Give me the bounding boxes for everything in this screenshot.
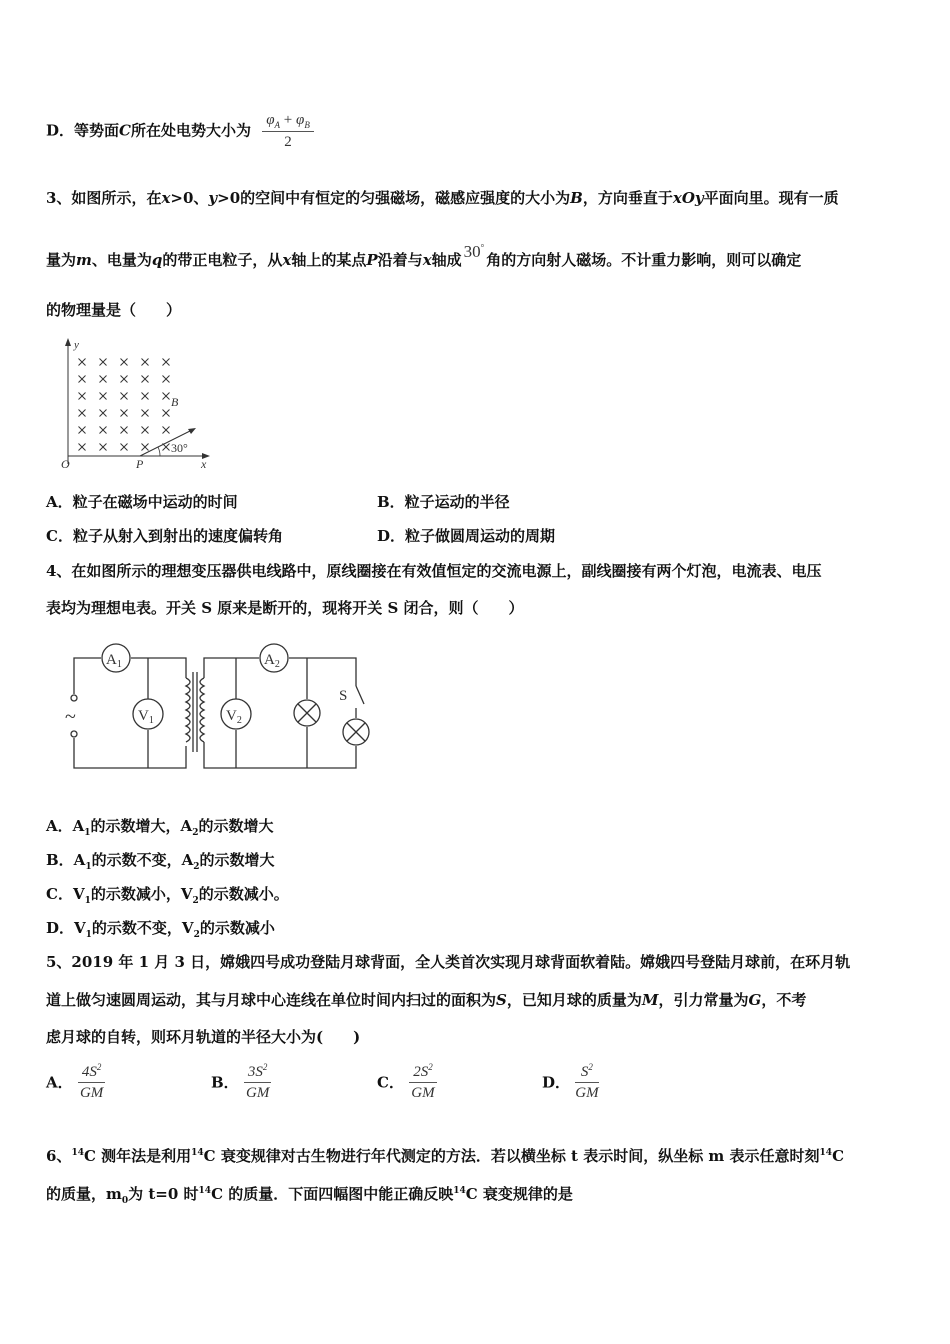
q4-option-c[interactable]: C．$V_1$的示数减小，$V_2$的示数减小。: [46, 885, 289, 906]
magnetic-field-figure: [56, 336, 226, 476]
field-cross: [142, 444, 149, 451]
q6-line1: 6、$^{14}$C 测年法是利用$^{14}$C 衰变规律对古生物进行年代测定的方法．若以横坐标 t 表示时间，纵坐标 m 表示任意时刻$^{14}$C: [46, 1147, 845, 1165]
field-cross: [100, 427, 107, 434]
q5-line3: 虑月球的自转，则环月轨道的半径大小为( ): [46, 1028, 361, 1046]
transformer-circuit-figure: [56, 642, 376, 777]
y-axis-label: y: [74, 339, 79, 351]
q4-line2: 表均为理想电表。开关 S 原来是断开的，现将开关 S 闭合，则（ ）: [46, 599, 524, 617]
point-p-label: P: [136, 457, 144, 471]
field-cross: [79, 359, 86, 366]
q4-line1: 4、在如图所示的理想变压器供电线路中，原线圈接在有效值恒定的交流电源上，副线圈接有两个灯泡，电流表、电压: [46, 562, 822, 580]
field-cross: [163, 427, 170, 434]
q5-option-b[interactable]: B． $\frac{3S^2}{GM}$: [211, 1062, 271, 1102]
field-cross: [163, 410, 170, 417]
field-cross: [100, 410, 107, 417]
ammeter-a2-label: $A_2$: [264, 652, 280, 670]
field-cross: [79, 427, 86, 434]
prev-option-d: [46, 112, 314, 151]
voltmeter-v2-label: $V_2$: [226, 708, 242, 726]
field-cross: [142, 410, 149, 417]
potential-fraction: $\frac{\varphi_A + \varphi_B}{2}$: [262, 112, 314, 151]
field-cross: [100, 393, 107, 400]
x-axis-label: x: [201, 457, 207, 471]
q5-option-d[interactable]: D． $\frac{S^2}{GM}$: [542, 1062, 599, 1101]
q3-option-d[interactable]: D．粒子做圆周运动的周期: [377, 527, 556, 545]
var-c: C: [119, 121, 131, 140]
angle-label: 30°: [171, 441, 188, 455]
q3-option-c[interactable]: C．粒子从射入到射出的速度偏转角: [46, 527, 283, 545]
field-cross: [121, 359, 128, 366]
field-cross: [79, 393, 86, 400]
q3-line2: 量为m、电量为q的带正电粒子，从x轴上的某点P沿着与x轴成 30°角的方向射人磁场。不计重力影响，则可以确定: [46, 242, 802, 269]
ac-source-symbol: ~: [65, 706, 76, 728]
b-field-label: B: [171, 395, 179, 409]
q4-option-d[interactable]: D．$V_1$的示数不变，$V_2$的示数减小: [46, 919, 275, 940]
field-cross: [163, 376, 170, 383]
angle-30: 30°: [463, 242, 485, 261]
q3-line1: 3、如图所示，在x>0、y>0的空间中有恒定的匀强磁场，磁感应强度的大小为B，方向垂直于xOy平面向里。现有一质: [46, 189, 839, 207]
field-cross: [142, 427, 149, 434]
q3-option-b[interactable]: B．粒子运动的半径: [377, 493, 510, 511]
field-cross: [163, 359, 170, 366]
field-cross: [121, 427, 128, 434]
field-cross: [100, 359, 107, 366]
field-cross: [100, 376, 107, 383]
switch-s-label: S: [339, 688, 348, 704]
field-cross: [163, 393, 170, 400]
field-cross: [100, 444, 107, 451]
q5-option-a[interactable]: A． $\frac{4S^2}{GM}$: [46, 1062, 105, 1102]
field-cross: [121, 393, 128, 400]
ammeter-a1-label: $A_1$: [106, 652, 122, 670]
q5-line1: 5、2019 年 1 月 3 日，嫦娥四号成功登陆月球背面，全人类首次实现月球背面软着陆。嫦娥四号登陆月球前，在环月轨: [46, 953, 851, 971]
field-cross: [142, 393, 149, 400]
option-text: 所在处电势大小为: [130, 121, 251, 140]
q6-line2: 的质量，$m_0$为 t=0 时$^{14}$C 的质量．下面四幅图中能正确反映$^{14}$C 衰变规律的是: [46, 1185, 573, 1206]
field-cross: [121, 410, 128, 417]
field-cross: [142, 376, 149, 383]
q5-option-c[interactable]: C． $\frac{2S^2}{GM}$: [377, 1062, 437, 1102]
field-cross: [79, 444, 86, 451]
field-cross: [79, 410, 86, 417]
field-cross: [121, 376, 128, 383]
q3-option-a[interactable]: A．粒子在磁场中运动的时间: [46, 493, 238, 511]
option-label: D．等势面: [46, 121, 120, 140]
origin-label: O: [61, 457, 70, 471]
field-cross: [142, 359, 149, 366]
q4-option-a[interactable]: A．$A_1$的示数增大，$A_2$的示数增大: [46, 817, 274, 838]
field-cross: [79, 376, 86, 383]
voltmeter-v1-label: $V_1$: [138, 708, 154, 726]
q5-line2: 道上做匀速圆周运动，其与月球中心连线在单位时间内扫过的面积为S，已知月球的质量为M，引力常量为G，不考: [46, 991, 807, 1009]
q4-option-b[interactable]: B．$A_1$的示数不变，$A_2$的示数增大: [46, 851, 275, 872]
q3-line3: 的物理量是（ ）: [46, 301, 182, 319]
field-cross: [121, 444, 128, 451]
